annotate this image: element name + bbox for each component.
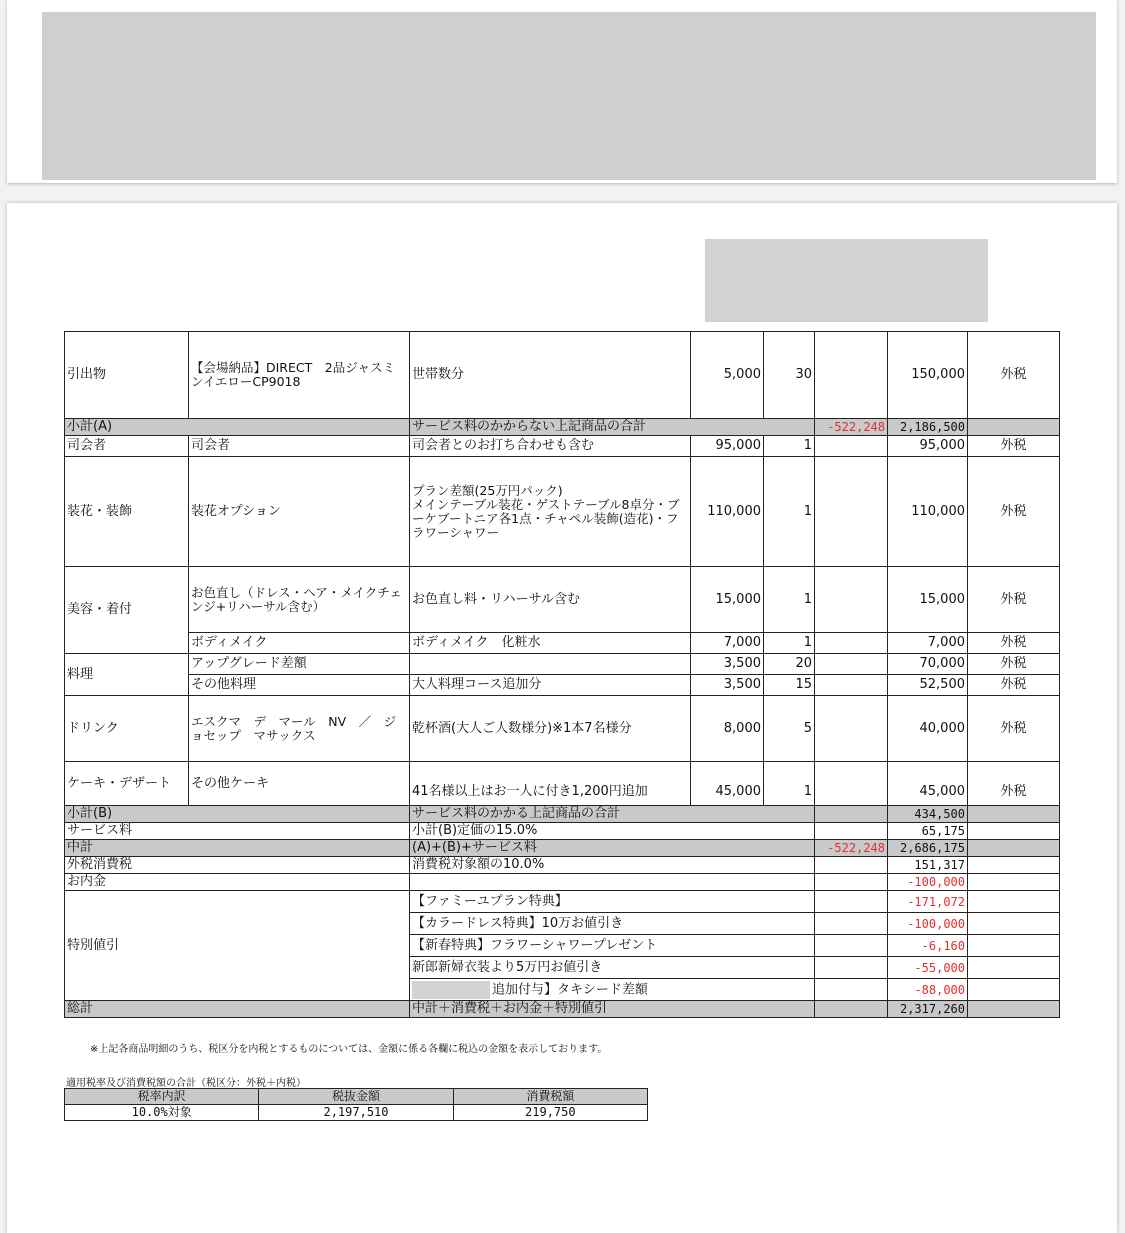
blank-cell	[815, 1001, 888, 1018]
redacted-text	[412, 981, 490, 999]
tax-desc: 消費税対象額の10.0%	[410, 857, 815, 874]
subtotal-b-amount: 434,500	[888, 806, 968, 823]
item-cell: エスクマ デ マール NV ／ ジョセップ マサックス	[189, 696, 410, 762]
qty-cell: 1	[764, 633, 815, 654]
taxable-amount-cell: 2,197,510	[259, 1105, 453, 1121]
special-desc: 【ファミーユプラン特典】	[410, 891, 815, 913]
total-label: 総計	[65, 1001, 410, 1018]
table-row	[65, 457, 1060, 567]
redacted-header-block	[42, 12, 1096, 180]
item-cell: アップグレード差額	[189, 654, 410, 675]
blank-cell	[815, 806, 888, 823]
desc-cell: 司会者とのお打ち合わせも含む	[410, 436, 691, 457]
desc-cell: プラン差額(25万円パック) メインテーブル装花・ゲストテーブル8卓分・ブーケブートニア各1点・チャペル装飾(造花)・フラワーシャワー	[410, 457, 691, 567]
amount-cell: 7,000	[888, 633, 968, 654]
special-amount: -88,000	[888, 979, 968, 1001]
item-cell: その他ケーキ	[189, 762, 410, 806]
tax-type-cell: 外税	[968, 696, 1060, 762]
blank-cell	[968, 979, 1060, 1001]
tax-type-cell: 外税	[968, 457, 1060, 567]
item-cell: 【会場納品】DIRECT 2品ジャスミンイエローCP9018	[189, 332, 410, 419]
unit-price-cell: 110,000	[691, 457, 764, 567]
amount-cell: 110,000	[888, 457, 968, 567]
table-row	[65, 696, 1060, 762]
subtotal-a-desc: サービス料のかからない上記商品の合計	[410, 419, 815, 436]
blank-cell	[968, 891, 1060, 913]
tax-summary-caption: 適用税率及び消費税額の合計（税区分：外税＋内税）	[66, 1078, 306, 1089]
table-row	[65, 1105, 648, 1121]
item-cell: ボディメイク	[189, 633, 410, 654]
amount-cell: 45,000	[888, 762, 968, 806]
item-cell: 装花オプション	[189, 457, 410, 567]
table-row	[65, 332, 1060, 419]
amount-cell: 70,000	[888, 654, 968, 675]
subtotal-a-discount: -522,248	[815, 419, 888, 436]
total-desc: 中計＋消費税＋お内金＋特別値引	[410, 1001, 815, 1018]
qty-cell: 1	[764, 457, 815, 567]
deposit-label: お内金	[65, 874, 410, 891]
special-amount: -55,000	[888, 957, 968, 979]
qty-cell: 1	[764, 567, 815, 633]
tax-type-cell: 外税	[968, 633, 1060, 654]
category-cell: ケーキ・デザート	[65, 762, 189, 806]
unit-price-cell: 95,000	[691, 436, 764, 457]
subtotal-b-row	[65, 806, 1060, 823]
column-header: 消費税額	[453, 1089, 647, 1105]
unit-price-cell: 5,000	[691, 332, 764, 419]
qty-cell: 20	[764, 654, 815, 675]
tax-summary-table	[64, 1088, 648, 1121]
blank-cell	[815, 891, 888, 913]
amount-cell: 52,500	[888, 675, 968, 696]
special-amount: -100,000	[888, 913, 968, 935]
column-header: 税抜金額	[259, 1089, 453, 1105]
blank-cell	[815, 979, 888, 1001]
blank-cell	[815, 675, 888, 696]
service-row	[65, 823, 1060, 840]
column-header: 税率内訳	[65, 1089, 259, 1105]
tax-type-cell: 外税	[968, 762, 1060, 806]
deposit-amount: -100,000	[888, 874, 968, 891]
tax-type-cell: 外税	[968, 567, 1060, 633]
unit-price-cell: 3,500	[691, 654, 764, 675]
service-label: サービス料	[65, 823, 410, 840]
table-row	[65, 567, 1060, 633]
blank-cell	[968, 1001, 1060, 1018]
blank-cell	[815, 913, 888, 935]
middle-label: 中計	[65, 840, 410, 857]
amount-cell: 15,000	[888, 567, 968, 633]
tax-type-cell: 外税	[968, 654, 1060, 675]
blank-cell	[815, 857, 888, 874]
item-cell: その他料理	[189, 675, 410, 696]
unit-price-cell: 3,500	[691, 675, 764, 696]
table-row	[65, 633, 1060, 654]
subtotal-b-desc: サービス料のかかる上記商品の合計	[410, 806, 815, 823]
grand-total-row	[65, 1001, 1060, 1018]
category-cell: 料理	[65, 654, 189, 696]
total-amount: 2,317,260	[888, 1001, 968, 1018]
category-cell: 装花・装飾	[65, 457, 189, 567]
category-cell: ドリンク	[65, 696, 189, 762]
blank-cell	[815, 567, 888, 633]
item-cell: 司会者	[189, 436, 410, 457]
blank-cell	[968, 419, 1060, 436]
invoice-table	[64, 331, 1060, 1018]
qty-cell: 15	[764, 675, 815, 696]
unit-price-cell: 8,000	[691, 696, 764, 762]
tax-label: 外税消費税	[65, 857, 410, 874]
service-desc: 小計(B)定価の15.0%	[410, 823, 815, 840]
category-cell: 美容・着付	[65, 567, 189, 654]
subtotal-a-amount: 2,186,500	[888, 419, 968, 436]
blank-cell	[815, 457, 888, 567]
unit-price-cell: 7,000	[691, 633, 764, 654]
qty-cell: 1	[764, 436, 815, 457]
table-row	[65, 436, 1060, 457]
unit-price-cell: 45,000	[691, 762, 764, 806]
special-label: 特別値引	[65, 891, 410, 1001]
desc-cell: 乾杯酒(大人ご人数様分)※1本7名様分	[410, 696, 691, 762]
middle-discount: -522,248	[815, 840, 888, 857]
qty-cell: 5	[764, 696, 815, 762]
qty-cell: 30	[764, 332, 815, 419]
item-cell: お色直し（ドレス・ヘア・メイクチェンジ+リハーサル含む）	[189, 567, 410, 633]
blank-cell	[968, 913, 1060, 935]
blank-cell	[815, 332, 888, 419]
subtotal-a-label: 小計(A)	[65, 419, 410, 436]
desc-cell: ボディメイク 化粧水	[410, 633, 691, 654]
special-desc: 【カラードレス特典】10万お値引き	[410, 913, 815, 935]
blank-cell	[968, 957, 1060, 979]
desc-cell: 41名様以上はお一人に付き1,200円追加	[410, 762, 691, 806]
blank-cell	[968, 874, 1060, 891]
blank-cell	[968, 823, 1060, 840]
table-row	[65, 762, 1060, 806]
deposit-row	[65, 874, 1060, 891]
blank-cell	[815, 762, 888, 806]
blank-cell	[815, 696, 888, 762]
special-discount-row	[65, 891, 1060, 913]
unit-price-cell: 15,000	[691, 567, 764, 633]
special-desc: 【新春特典】フラワーシャワープレゼント	[410, 935, 815, 957]
special-amount: -6,160	[888, 935, 968, 957]
amount-cell: 150,000	[888, 332, 968, 419]
redacted-info-block	[705, 239, 988, 322]
special-amount: -171,072	[888, 891, 968, 913]
special-desc: 追加付与】タキシード差額	[492, 982, 648, 997]
blank-cell	[815, 935, 888, 957]
tax-type-cell: 外税	[968, 332, 1060, 419]
blank-cell	[815, 823, 888, 840]
desc-cell: 世帯数分	[410, 332, 691, 419]
tax-type-cell: 外税	[968, 675, 1060, 696]
amount-cell: 40,000	[888, 696, 968, 762]
middle-total-row	[65, 840, 1060, 857]
category-cell: 引出物	[65, 332, 189, 419]
tax-amount: 151,317	[888, 857, 968, 874]
rate-cell: 10.0%対象	[65, 1105, 259, 1121]
desc-cell: お色直し料・リハーサル含む	[410, 567, 691, 633]
amount-cell: 95,000	[888, 436, 968, 457]
tax-type-cell: 外税	[968, 436, 1060, 457]
desc-cell: 大人料理コース追加分	[410, 675, 691, 696]
blank-cell	[815, 436, 888, 457]
desc-cell	[410, 654, 691, 675]
category-cell: 司会者	[65, 436, 189, 457]
tax-row	[65, 857, 1060, 874]
qty-cell: 1	[764, 762, 815, 806]
blank-cell	[968, 806, 1060, 823]
blank-cell	[815, 654, 888, 675]
subtotal-a-row	[65, 419, 1060, 436]
special-desc: 新郎新婦衣装より5万円お値引き	[410, 957, 815, 979]
deposit-desc	[410, 874, 815, 891]
tax-note: ※上記各商品明細のうち、税区分を内税とするものについては、金額に係る各欄に税込の金額を表示しております。	[90, 1044, 608, 1055]
table-header-row	[65, 1089, 648, 1105]
subtotal-b-label: 小計(B)	[65, 806, 410, 823]
blank-cell	[968, 840, 1060, 857]
table-row	[65, 675, 1060, 696]
blank-cell	[815, 874, 888, 891]
table-row	[65, 654, 1060, 675]
blank-cell	[815, 957, 888, 979]
blank-cell	[968, 935, 1060, 957]
middle-desc: (A)+(B)+サービス料	[410, 840, 815, 857]
service-amount: 65,175	[888, 823, 968, 840]
tax-amount-cell: 219,750	[453, 1105, 647, 1121]
blank-cell	[815, 633, 888, 654]
blank-cell	[968, 857, 1060, 874]
middle-amount: 2,686,175	[888, 840, 968, 857]
special-desc-cell	[410, 979, 815, 1001]
